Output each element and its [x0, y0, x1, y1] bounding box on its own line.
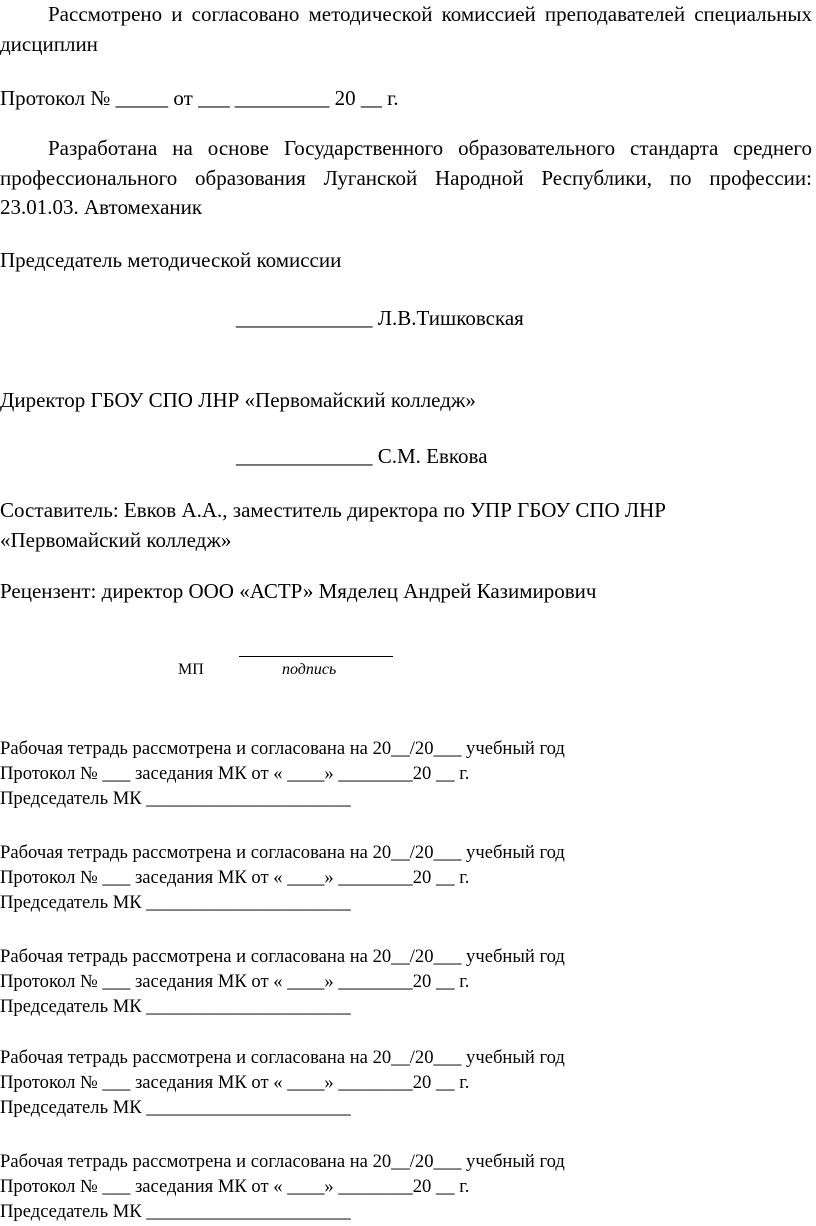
chair-label: Председатель методической комиссии: [0, 248, 342, 272]
protocol-line: Протокол № _____ от ___ _________ 20 __ г.: [0, 86, 399, 110]
approval-line-2: Протокол № ___ заседания МК от « ____» ________20 __ г.: [0, 971, 470, 992]
approval-line-3: Председатель МК ______________________: [0, 892, 351, 913]
reviewer-line: Рецензент: директор ООО «АСТР» Мяделец Андрей Казимирович: [0, 579, 597, 603]
reviewed-text: Рассмотрено и согласовано методической комиссией преподавателей специальных дисциплин: [0, 2, 812, 56]
chair-signature: _____________ Л.В.Тишковская: [236, 306, 524, 330]
approval-line-1: Рабочая тетрадь рассмотрена и согласована на 20__/20___ учебный год: [0, 1151, 565, 1172]
signature-line: [239, 656, 393, 657]
reviewed-paragraph: [0, 0, 812, 59]
approval-line-2: Протокол № ___ заседания МК от « ____» ________20 __ г.: [0, 867, 470, 888]
approval-line-2: Протокол № ___ заседания МК от « ____» ________20 __ г.: [0, 763, 470, 784]
approval-line-1: Рабочая тетрадь рассмотрена и согласована на 20__/20___ учебный год: [0, 946, 565, 967]
approval-line-1: Рабочая тетрадь рассмотрена и согласована на 20__/20___ учебный год: [0, 1047, 565, 1068]
approval-line-3: Председатель МК ______________________: [0, 996, 351, 1017]
approval-line-2: Протокол № ___ заседания МК от « ____» ________20 __ г.: [0, 1176, 470, 1197]
approval-line-3: Председатель МК ______________________: [0, 1097, 351, 1118]
stamp-label: МП: [178, 661, 204, 678]
approval-line-1: Рабочая тетрадь рассмотрена и согласована на 20__/20___ учебный год: [0, 738, 565, 759]
director-label: Директор ГБОУ СПО ЛНР «Первомайский колледж»: [0, 388, 476, 412]
director-signature: _____________ С.М. Евкова: [236, 444, 488, 468]
approval-line-1: Рабочая тетрадь рассмотрена и согласована на 20__/20___ учебный год: [0, 842, 565, 863]
developed-text: Разработана на основе Государственного образовательного стандарта среднего профессионального образования Луганской Народной Республики, по профессии: 23.01.03. Автомеханик: [0, 136, 812, 219]
compiler-paragraph: Составитель: Евков А.А., заместитель директора по УПР ГБОУ СПО ЛНР «Первомайский колледж»: [0, 498, 666, 552]
approval-line-2: Протокол № ___ заседания МК от « ____» ________20 __ г.: [0, 1072, 470, 1093]
signature-caption: подпись: [282, 661, 337, 678]
approval-line-3: Председатель МК ______________________: [0, 1201, 351, 1222]
approval-line-3: Председатель МК ______________________: [0, 788, 351, 809]
developed-paragraph: [0, 134, 812, 223]
